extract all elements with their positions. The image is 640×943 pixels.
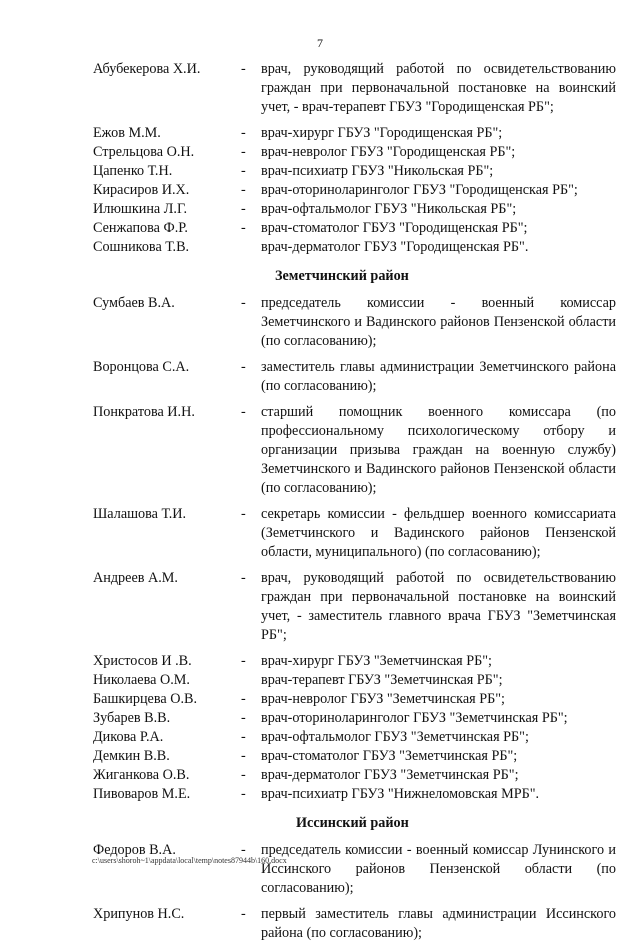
dash: - — [241, 710, 246, 726]
person-name: Сенжапова Ф.Р. — [93, 220, 188, 236]
person-name: Стрельцова О.Н. — [93, 144, 195, 160]
person-name: Жиганкова О.В. — [93, 767, 190, 783]
section-heading-zemetchinsky: Земетчинский район — [275, 268, 409, 284]
position-description: врач-оториноларинголог ГБУЗ "Городищенская РБ"; — [261, 182, 578, 198]
dash: - — [241, 691, 246, 707]
person-name: Понкратова И.Н. — [93, 404, 195, 420]
position-description: врач-терапевт ГБУЗ "Земетчинская РБ"; — [261, 672, 503, 688]
list-item — [93, 162, 616, 181]
person-name: Цапенко Т.Н. — [93, 163, 173, 179]
position-description: врач-офтальмолог ГБУЗ "Земетчинская РБ"; — [261, 729, 529, 745]
list-item — [93, 905, 616, 943]
document-body — [93, 60, 616, 943]
person-name: Андреев А.М. — [93, 570, 178, 586]
dash: - — [241, 182, 246, 198]
position-description: врач-хирург ГБУЗ "Городищенская РБ"; — [261, 125, 503, 141]
person-name: Сошникова Т.В. — [93, 239, 190, 255]
position-description: врач, руководящий работой по освидетельствованию граждан при первоначальной постановке на воинский учет, - заместитель главного врача ГБУЗ "Земетчинская РБ"; — [261, 570, 616, 643]
position-description: председатель комиссии - военный комиссар Земетчинского и Вадинского районов Пензенской области (по согласованию); — [261, 295, 616, 349]
position-description: врач-невролог ГБУЗ "Земетчинская РБ"; — [261, 691, 505, 707]
list-item — [93, 60, 616, 117]
list-item — [93, 143, 616, 162]
dash: - — [241, 729, 246, 745]
position-description: врач-оториноларинголог ГБУЗ "Земетчинская РБ"; — [261, 710, 568, 726]
list-item — [93, 785, 616, 804]
position-description: врач, руководящий работой по освидетельствованию граждан при первоначальной постановке на воинский учет, - врач-терапевт ГБУЗ "Городищенская РБ"; — [261, 61, 616, 115]
position-description: первый заместитель главы администрации Иссинского района (по согласованию); — [261, 906, 616, 941]
dash: - — [241, 201, 246, 217]
section-heading-issinsky: Иссинский район — [296, 815, 409, 831]
person-name: Ежов М.М. — [93, 125, 161, 141]
position-description: заместитель главы администрации Земетчинского района (по согласованию); — [261, 359, 616, 394]
person-name: Илюшкина Л.Г. — [93, 201, 188, 217]
list-item — [93, 403, 616, 498]
list-item — [93, 238, 616, 257]
list-item — [93, 200, 616, 219]
dash: - — [241, 359, 246, 375]
list-item — [93, 505, 616, 562]
person-name: Зубарев В.В. — [93, 710, 171, 726]
list-item — [93, 747, 616, 766]
person-name: Кирасиров И.Х. — [93, 182, 190, 198]
dash: - — [241, 144, 246, 160]
list-item — [93, 728, 616, 747]
person-name: Пивоваров М.Е. — [93, 786, 191, 802]
dash: - — [241, 506, 246, 522]
dash: - — [241, 842, 246, 858]
dash: - — [241, 906, 246, 922]
dash: - — [241, 163, 246, 179]
position-description: врач-офтальмолог ГБУЗ "Никольская РБ"; — [261, 201, 517, 217]
person-name: Шалашова Т.И. — [93, 506, 187, 522]
position-description: председатель комиссии - военный комиссар Лунинского и Иссинского районов Пензенской области (по согласованию); — [261, 842, 616, 896]
list-item — [93, 671, 616, 690]
list-item — [93, 652, 616, 671]
position-description: врач-дерматолог ГБУЗ "Городищенская РБ". — [261, 239, 529, 255]
person-name: Сумбаев В.А. — [93, 295, 175, 311]
list-item — [93, 219, 616, 238]
position-description: врач-хирург ГБУЗ "Земетчинская РБ"; — [261, 653, 492, 669]
dash: - — [241, 404, 246, 420]
position-description: врач-психиатр ГБУЗ "Никольская РБ"; — [261, 163, 494, 179]
person-name: Федоров В.А. — [93, 842, 176, 858]
list-item — [93, 766, 616, 785]
position-description: врач-стоматолог ГБУЗ "Городищенская РБ"; — [261, 220, 528, 236]
person-name: Демкин В.В. — [93, 748, 170, 764]
dash: - — [241, 61, 246, 77]
page-number: 7 — [317, 36, 323, 50]
person-name: Абубекерова Х.И. — [93, 61, 201, 77]
dash: - — [241, 220, 246, 236]
list-item — [93, 690, 616, 709]
position-description: старший помощник военного комиссара (по профессиональному психологическому отбору и организации призыва граждан на военную службу) Земетчинского и Вадинского районов Пензенской области (по согласованию); — [261, 404, 616, 496]
dash: - — [241, 786, 246, 802]
person-name: Христосов И .В. — [93, 653, 192, 669]
list-item — [93, 569, 616, 645]
list-item — [93, 124, 616, 143]
person-name: Хрипунов Н.С. — [93, 906, 185, 922]
dash: - — [241, 125, 246, 141]
position-description: врач-психиатр ГБУЗ "Нижнеломовская МРБ". — [261, 786, 540, 802]
position-description: секретарь комиссии - фельдшер военного комиссариата (Земетчинского и Вадинского районов Пензенской области, муниципального) (по согласованию); — [261, 506, 616, 560]
position-description: врач-дерматолог ГБУЗ "Земетчинская РБ"; — [261, 767, 519, 783]
dash: - — [241, 653, 246, 669]
person-name: Башкирцева О.В. — [93, 691, 197, 707]
person-name: Дикова Р.А. — [93, 729, 164, 745]
dash: - — [241, 767, 246, 783]
position-description: врач-стоматолог ГБУЗ "Земетчинская РБ"; — [261, 748, 518, 764]
list-item — [93, 181, 616, 200]
dash: - — [241, 748, 246, 764]
list-item — [93, 841, 616, 898]
dash: - — [241, 295, 246, 311]
person-name: Воронцова С.А. — [93, 359, 190, 375]
footer-file-path: c:\users\shoroh~1\appdata\local\temp\notes87944b\160.docx — [92, 856, 287, 865]
person-name: Николаева О.М. — [93, 672, 190, 688]
list-item — [93, 358, 616, 396]
list-item — [93, 294, 616, 351]
list-item — [93, 709, 616, 728]
position-description: врач-невролог ГБУЗ "Городищенская РБ"; — [261, 144, 516, 160]
dash: - — [241, 570, 246, 586]
